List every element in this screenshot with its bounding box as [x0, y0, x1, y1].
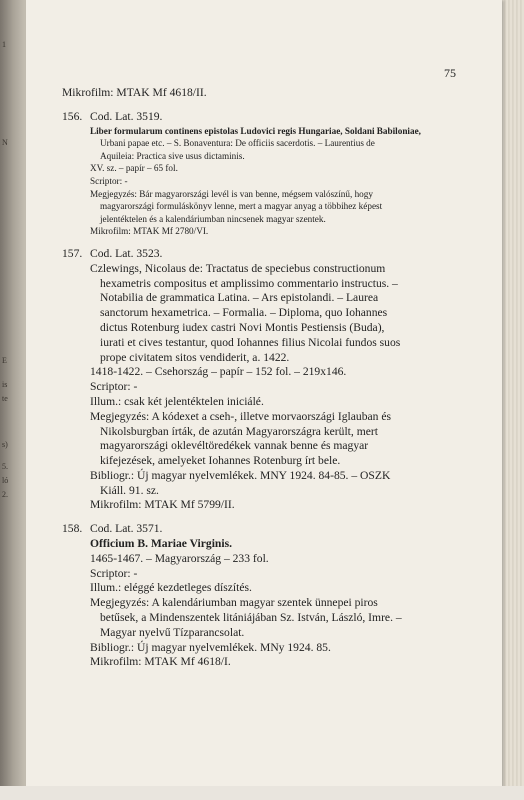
entry-line: Urbani papae etc. – S. Bonaventura: De officiis sacerdotis. – Laurentius de: [100, 138, 375, 149]
table-surface: [0, 786, 524, 800]
page-content: [62, 86, 462, 670]
entry-line: Illum.: csak két jelentéktelen iniciálé.: [90, 394, 264, 408]
entry-line: kifejezések, amelyeket Iohannes Rotenburg írt bele.: [100, 454, 341, 468]
entry-line: Bibliogr.: Új magyar nyelvemlékek. MNy 1924. 85.: [90, 640, 331, 654]
top-microfilm-line: Mikrofilm: MTAK Mf 4618/II.: [62, 86, 207, 99]
margin-fragment: ló: [2, 476, 9, 485]
page-number: 75: [444, 66, 456, 80]
margin-fragment: is: [2, 380, 8, 389]
entry-line: iurati et cives testantur, quod Iohannes filius Nicolai fundos suos: [100, 335, 401, 349]
entry-line: Mikrofilm: MTAK Mf 2780/VI.: [90, 226, 209, 237]
margin-fragment: E: [2, 356, 7, 365]
entry-line: magyarországi formuláskönyv lenne, mert a magyar anyag a többihez képest: [100, 201, 383, 212]
entry-line: Officium B. Mariae Virginis.: [90, 537, 233, 551]
margin-fragment: 2.: [2, 490, 8, 499]
entry-line: Megjegyzés: A kalendáriumban magyar szentek ünnepei piros: [90, 596, 378, 610]
entry-line: Scriptor: -: [90, 566, 138, 580]
entry-line: jelentéktelen és a kalendáriumban nincsenek magyar szentek.: [100, 213, 326, 224]
margin-fragment: 5.: [2, 462, 8, 471]
entry-line: Megjegyzés: Bár magyarországi levél is van benne, mégsem valószínű, hogy: [90, 188, 373, 199]
margin-fragment: te: [2, 394, 8, 403]
entry-line: Bibliogr.: Új magyar nyelvemlékek. MNY 1924. 84-85. – OSZK: [90, 468, 391, 482]
entry-line: Notabilia de grammatica Latina. – Ars epistolandi. – Laurea: [100, 291, 379, 305]
entry-line: 1418-1422. – Csehország – papír – 152 fol. – 219x146.: [90, 365, 347, 379]
page-stack-edge: [502, 0, 524, 800]
entry-line: Megjegyzés: A kódexet a cseh-, illetve morvaországi Iglauban és: [90, 409, 392, 423]
entry-line: Mikrofilm: MTAK Mf 5799/II.: [90, 498, 235, 512]
entry-line: Kiáll. 91. sz.: [100, 483, 159, 497]
entry-line: Illum.: eléggé kezdetleges díszítés.: [90, 581, 252, 595]
catalog-entry-156: [62, 110, 462, 238]
entry-line: 1465-1467. – Magyarország – 233 fol.: [90, 551, 269, 565]
entry-line: Nikolsburgban írták, de azután Magyarországra került, mert: [100, 424, 378, 438]
entry-number: 158.: [62, 522, 83, 536]
entry-code: Cod. Lat. 3523.: [90, 246, 163, 260]
entry-line: Magyar nyelvű Tízparancsolat.: [100, 625, 245, 639]
entry-line: magyarországi oklevéltöredékek vannak benne és magyar: [100, 439, 369, 453]
entry-line: sanctorum hexametrica. – Formalia. – Diploma, quo Iohannes: [100, 306, 388, 320]
entry-code: Cod. Lat. 3571.: [90, 522, 163, 536]
entry-line: prope civitatem sitos vendiderit, a. 1422.: [100, 350, 290, 364]
entry-line: hexametris compositus et amplissimo commentario instructus. –: [100, 276, 398, 290]
entry-line: Mikrofilm: MTAK Mf 4618/I.: [90, 655, 231, 669]
catalog-entry-158: [62, 522, 462, 670]
entry-line: betűsek, a Mindenszentek litániájában Sz. István, László, Imre. –: [100, 611, 402, 625]
entry-number: 156.: [62, 109, 83, 123]
entry-line: Scriptor: -: [90, 175, 128, 186]
margin-fragment: s): [2, 440, 8, 449]
entry-line: XV. sz. – papír – 65 fol.: [90, 163, 178, 174]
entry-number: 157.: [62, 246, 83, 260]
entry-code: Cod. Lat. 3519.: [90, 109, 163, 123]
catalog-entry-157: [62, 247, 462, 513]
margin-fragment: 1: [2, 40, 6, 49]
margin-fragment: N: [2, 138, 8, 147]
entry-line: dictus Rotenburg iudex castri Novi Montis Pestiensis (Buda),: [100, 320, 385, 334]
entry-line: Czlewings, Nicolaus de: Tractatus de speciebus constructionum: [90, 261, 386, 275]
entry-line: Aquileia: Practica sive usus dictaminis.: [100, 150, 245, 161]
entry-line: Scriptor: -: [90, 380, 138, 394]
entry-line: Liber formularum continens epistolas Ludovici regis Hungariae, Soldani Babiloniae,: [90, 125, 421, 136]
